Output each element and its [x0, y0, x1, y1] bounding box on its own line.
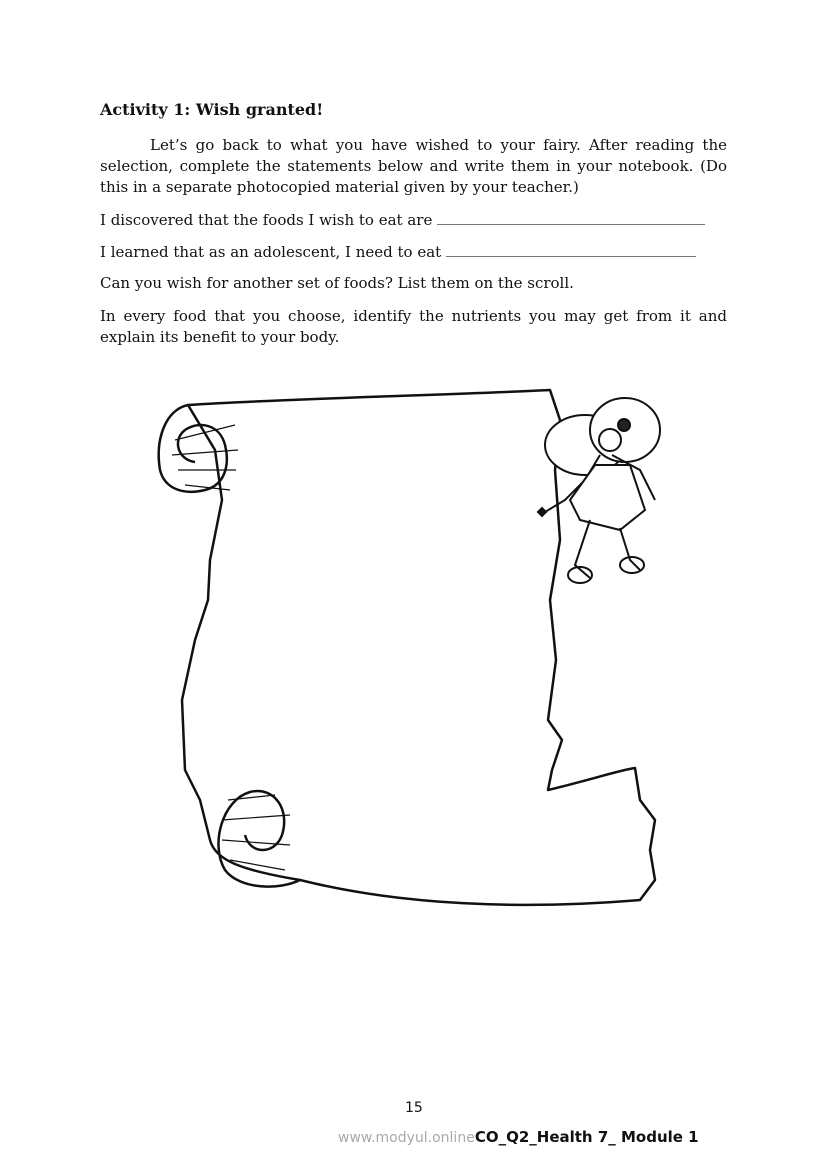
statement-2-text: I learned that as an adolescent, I need to eat: [100, 243, 442, 261]
activity-title: Activity 1: Wish granted!: [100, 100, 324, 119]
module-code: CO_Q2_Health 7_ Module 1: [474, 1128, 699, 1146]
watermark: www.modyul.online: [338, 1130, 475, 1146]
intro-paragraph: Let’s go back to what you have wished to your fairy. After reading the selection, complete the statements below and write them in your notebook. (Do this in a separate photocopied material given by your teacher.): [100, 136, 727, 196]
instruction-text: In every food that you choose, identify the nutrients you may get from it and explain its benefit to your body.: [100, 307, 727, 346]
top-curl: [159, 405, 227, 492]
question-text: Can you wish for another set of foods? List them on the scroll.: [100, 274, 574, 292]
page-number: 15: [405, 1100, 423, 1116]
statement-1-text: I discovered that the foods I wish to eat are: [100, 211, 433, 229]
footer: [338, 1127, 699, 1146]
